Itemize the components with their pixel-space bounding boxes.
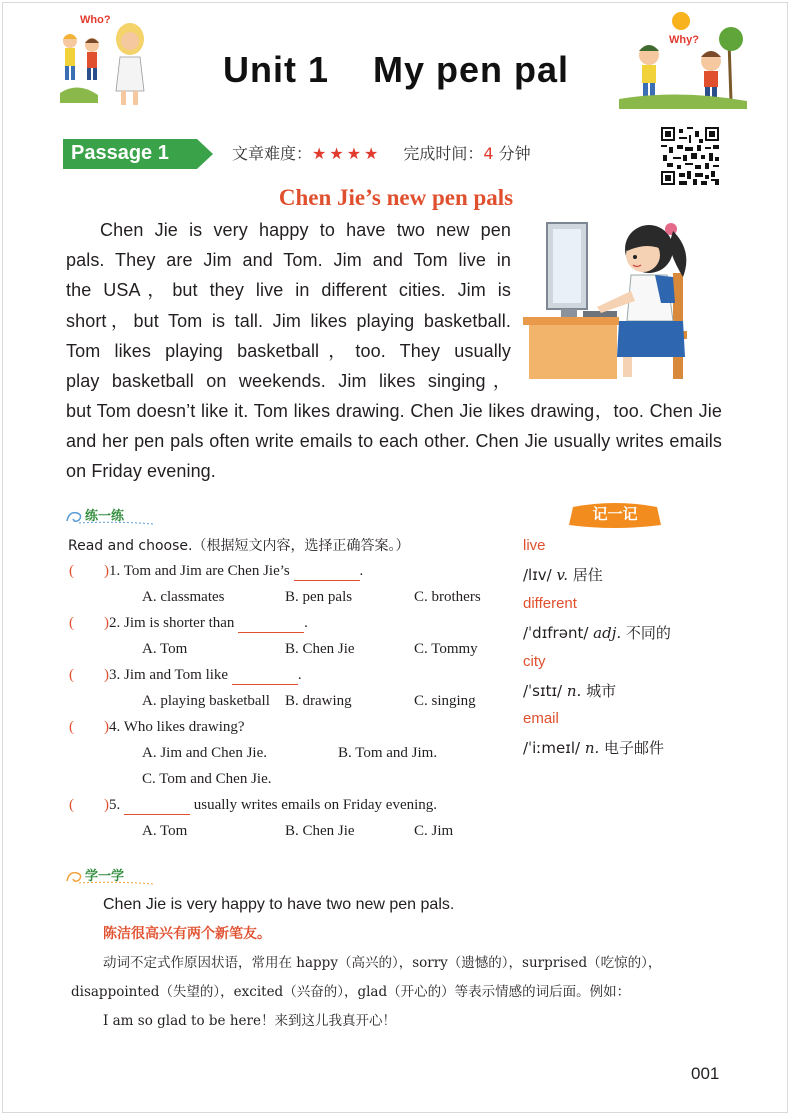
page-number: 001	[691, 1064, 720, 1083]
time-label: 完成时间：	[403, 144, 484, 163]
learn-sentence: Chen Jie is very happy to have two new pen pals.	[103, 896, 455, 913]
passage-meta	[232, 141, 531, 164]
answer-paren[interactable]: ( )	[69, 797, 109, 813]
passage-line: short，but Tom is tall. Jim likes playing basketball.	[66, 310, 511, 331]
answer-blank[interactable]	[238, 615, 304, 633]
passage-line: play basketball on weekends. Jim likes singing，	[66, 371, 511, 392]
qr-code-icon[interactable]	[661, 127, 719, 185]
passage-line: Chen Jie is very happy to have two new pen	[100, 220, 511, 240]
option[interactable]: A. classmates	[142, 589, 225, 605]
question-number: 5.	[109, 797, 121, 813]
vocab-pos: adj.	[593, 624, 622, 642]
question-number: 3.	[109, 667, 121, 683]
vocab-word: email	[523, 710, 559, 727]
vocab-meaning: 居住	[572, 566, 603, 584]
answer-paren[interactable]: ( )	[69, 563, 109, 579]
vocab-phonetic: /ˈiːmeɪl/	[523, 739, 581, 757]
vocab-meaning: 城市	[586, 682, 617, 700]
passage-title: Chen Jie’s new pen pals	[278, 185, 514, 210]
vocab-entry	[523, 622, 671, 643]
option[interactable]: B. Chen Jie	[285, 823, 355, 839]
option[interactable]: A. Jim and Chen Jie.	[142, 745, 267, 761]
question-number: 4.	[109, 719, 121, 735]
option[interactable]: C. Tom and Chen Jie.	[142, 771, 272, 787]
passage-label-container	[63, 139, 213, 169]
unit-number: Unit 1	[222, 49, 329, 90]
practice-section-label: 练一练	[85, 509, 125, 524]
question-text-end: .	[304, 615, 308, 631]
passage-line: pals. They are Jim and Tom. Jim and Tom live in	[66, 250, 511, 271]
option[interactable]: A. Tom	[142, 823, 188, 839]
vocab-word: different	[523, 595, 577, 612]
option[interactable]: B. Tom and Jim.	[338, 745, 438, 761]
difficulty-stars: ★★★★	[312, 144, 382, 163]
time-value: 4	[483, 144, 494, 163]
question-4	[69, 719, 245, 736]
question-text-end: .	[359, 563, 364, 579]
vocab-phonetic: /ˈsɪtɪ/	[523, 682, 563, 700]
vocab-phonetic: /ˈdɪfrənt/	[523, 624, 589, 642]
option[interactable]: B. pen pals	[285, 589, 353, 605]
vocab-entry	[523, 737, 664, 758]
question-1	[69, 563, 363, 581]
notes-label: 记一记	[592, 505, 638, 523]
answer-blank[interactable]	[232, 667, 298, 685]
option[interactable]: C. brothers	[414, 589, 481, 605]
question-number: 2.	[109, 615, 121, 631]
vocab-meaning: 不同的	[625, 624, 671, 642]
practice-instruction: Read and choose.（根据短文内容，选择正确答案。）	[68, 538, 410, 554]
learn-translation: 陈洁很高兴有两个新笔友。	[103, 926, 271, 942]
vocab-word: city	[523, 653, 546, 670]
question-5	[69, 797, 437, 815]
vocab-entry	[523, 564, 603, 585]
answer-paren[interactable]: ( )	[69, 719, 109, 735]
vocab-meaning: 电子邮件	[604, 739, 665, 757]
vocab-phonetic: /lɪv/	[523, 566, 552, 584]
option[interactable]: C. Jim	[414, 823, 454, 839]
option[interactable]: B. drawing	[285, 693, 352, 709]
question-text: Jim is shorter than	[124, 615, 239, 631]
question-text: Jim and Tom like	[124, 667, 232, 683]
workbook-page	[2, 2, 788, 1113]
option[interactable]: B. Chen Jie	[285, 641, 355, 657]
vocab-pos: v.	[556, 566, 568, 584]
passage-label: Passage 1	[71, 142, 169, 164]
passage-line: Tom likes playing basketball，too. They usually	[66, 340, 511, 361]
unit-name: My pen pal	[372, 49, 570, 90]
vocab-entry	[523, 680, 616, 701]
time-unit: 分钟	[493, 144, 531, 163]
learn-section-label: 学一学	[85, 869, 125, 884]
answer-paren[interactable]: ( )	[69, 667, 109, 683]
passage-line: the USA，but they live in different cities. Jim is	[66, 280, 511, 301]
question-text: Tom and Jim are Chen Jie’s	[123, 563, 294, 579]
question-text-end: usually writes emails on Friday evening.	[190, 797, 438, 813]
difficulty-label: 文章难度：	[232, 144, 313, 163]
learn-explanation-line: 动词不定式作原因状语，常用在 happy（高兴的），sorry（遗憾的），surprised（吃惊的），	[103, 955, 662, 971]
vocab-word: live	[523, 537, 546, 554]
learn-explanation-line: disappointed（失望的），excited（兴奋的），glad（开心的）等表示情感的词后面。例如：	[71, 984, 631, 1000]
option[interactable]: C. Tommy	[414, 641, 478, 657]
answer-paren[interactable]: ( )	[69, 615, 109, 631]
svg-text:Who?: Who?	[80, 14, 111, 26]
notes-label-container	[569, 501, 661, 529]
learn-example: I am so glad to be here！来到这儿我真开心！	[103, 1013, 396, 1029]
question-text: Who likes drawing?	[123, 719, 245, 735]
question-text-end: .	[297, 667, 302, 683]
answer-blank[interactable]	[124, 797, 190, 815]
answer-blank[interactable]	[294, 563, 360, 581]
children-illustration-right	[619, 11, 747, 109]
option[interactable]: C. singing	[414, 693, 476, 709]
option[interactable]: A. Tom	[142, 641, 188, 657]
vocab-pos: n.	[566, 682, 582, 700]
question-2	[69, 615, 308, 633]
question-3	[69, 667, 302, 685]
question-number: 1.	[109, 563, 121, 579]
girl-at-computer-illustration	[523, 211, 701, 379]
vocab-pos: n.	[584, 739, 600, 757]
passage-text-beside-picture	[66, 215, 511, 396]
option[interactable]: A. playing basketball	[142, 693, 270, 709]
svg-text:Why?: Why?	[669, 34, 699, 46]
passage-continuation: but Tom doesn’t like it. Tom likes drawing. Chen Jie likes drawing，too. Chen Jie and her pen pals often write emails to each other. Chen Jie usually writes emails on Friday evening.	[66, 401, 722, 482]
